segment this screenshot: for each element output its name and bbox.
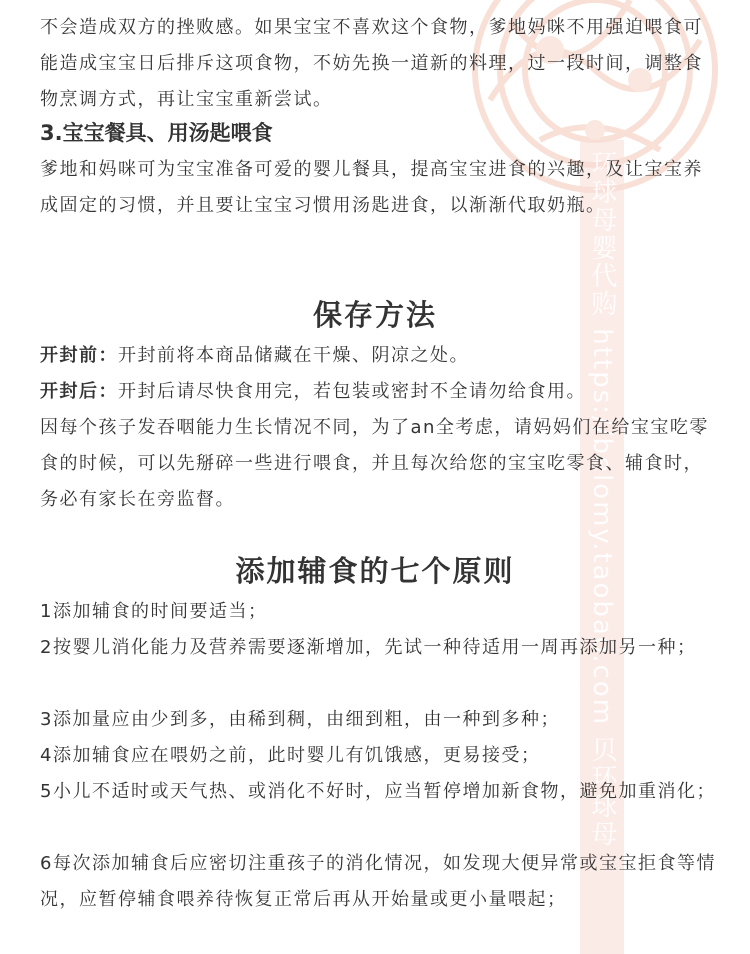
principle-number: 3 [40,709,53,730]
storage-before [40,338,720,374]
principle-item [40,630,720,666]
storage-before-label: 开封前： [40,345,118,366]
principle-text: 每次添加辅食后应密切注重孩子的消化情况，如发现大便异常或宝宝拒食等情况，应暂停辅食喂养待恢复正常后再从开始量或更小量喂起； [40,853,716,910]
tip3-body: 爹地和妈咪可为宝宝准备可爱的婴儿餐具，提高宝宝进食的兴趣，及让宝宝养成固定的习惯，并且要让宝宝习惯用汤匙进食，以渐渐代取奶瓶。 [40,159,703,216]
storage-before-text: 开封前将本商品储藏在干燥、阴凉之处。 [118,345,469,366]
principle-number: 6 [40,853,53,874]
storage-after-label: 开封后： [40,381,118,402]
storage-after [40,374,720,410]
principle-text: 添加辅食应在喂奶之前，此时婴儿有饥饿感，更易接受； [52,745,541,766]
tip3-heading: 3.宝宝餐具、用汤匙喂食 [40,121,273,145]
principle-text: 添加辅食的时间要适当； [52,601,268,622]
principle-item [40,702,720,738]
principle-number: 4 [40,745,53,766]
intro-paragraph: 不会造成双方的挫败感。如果宝宝不喜欢这个食物，爹地妈咪不用强迫喂食可能造成宝宝日后排斥这项食物，不妨先换一道新的料理，过一段时间，调整食物烹调方式，再让宝宝重新尝试。 [40,17,703,110]
storage-after-text: 开封后请尽快食用完，若包装或密封不全请勿给食用。 [118,381,586,402]
principle-item [40,846,720,918]
principles-title: 添加辅食的七个原则 [235,554,515,588]
principle-number: 5 [40,781,53,802]
principle-number: 2 [40,637,53,658]
principle-item [40,774,720,810]
principle-item [40,738,720,774]
principle-item [40,594,720,630]
principle-number: 1 [40,601,53,622]
storage-title: 保存方法 [312,298,437,332]
principle-text: 小儿不适时或天气热、或消化不好时，应当暂停增加新食物，避免加重消化； [52,781,716,802]
principle-text: 添加量应由少到多，由稀到稠，由细到粗，由一种到多种； [52,709,560,730]
storage-note: 因每个孩子发吞咽能力生长情况不同，为了an全考虑，请妈妈们在给宝宝吃零食的时候，可以先掰碎一些进行喂食，并且每次给您的宝宝吃零食、辅食时，务必有家长在旁监督。 [40,417,709,510]
principle-text: 按婴儿消化能力及营养需要逐渐增加，先试一种待适用一周再添加另一种； [52,637,697,658]
watermark-text: 环球母婴代购 https://belomy.taobao.com 贝环球母 [587,150,617,849]
